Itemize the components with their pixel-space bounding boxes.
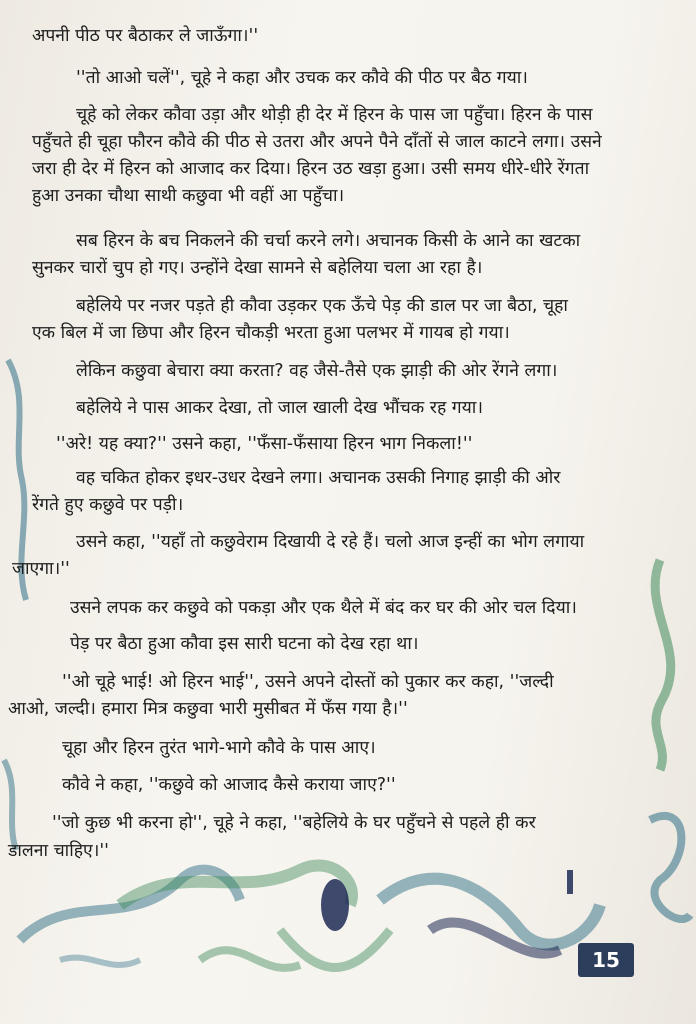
text-line: चूहे को लेकर कौवा उड़ा और थोड़ी ही देर में हिरन के पास जा पहुँचा। हिरन के पास — [76, 105, 593, 125]
text-line: रेंगते हुए कछुवे पर पड़ी। — [32, 495, 184, 515]
text-line: ''ओ चूहे भाई! ओ हिरन भाई'', उसने अपने दोस्तों को पुकार कर कहा, ''जल्दी — [62, 672, 554, 692]
text-line: पहुँचते ही चूहा फौरन कौवे की पीठ से उतरा और अपने पैने दाँतों से जाल काटने लगा। उसने — [32, 132, 602, 152]
text-line: चूहा और हिरन तुरंत भागे-भागे कौवे के पास आए। — [62, 738, 376, 758]
text-line: एक बिल में जा छिपा और हिरन चौकड़ी भरता हुआ पलभर में गायब हो गया। — [32, 323, 510, 343]
text-line: जरा ही देर में हिरन को आजाद कर दिया। हिरन उठ खड़ा हुआ। उसी समय धीरे-धीरे रेंगता — [32, 159, 590, 179]
text-line: लेकिन कछुवा बेचारा क्या करता? वह जैसे-तैसे एक झाड़ी की ओर रेंगने लगा। — [76, 361, 558, 381]
text-line: डालना चाहिए।'' — [8, 841, 109, 861]
text-line: बहेलिये ने पास आकर देखा, तो जाल खाली देख भौंचक रह गया। — [76, 398, 483, 418]
text-line: उसने लपक कर कछुवे को पकड़ा और एक थैले में बंद कर घर की ओर चल दिया। — [70, 598, 577, 618]
text-line: ''जो कुछ भी करना हो'', चूहे ने कहा, ''बहेलिये के घर पहुँचने से पहले ही कर — [52, 813, 536, 833]
text-line: उसने कहा, ''यहाँ तो कछुवेराम दिखायी दे रहे हैं। चलो आज इन्हीं का भोग लगाया — [76, 532, 585, 552]
text-line: बहेलिये पर नजर पड़ते ही कौवा उड़कर एक ऊँचे पेड़ की डाल पर जा बैठा, चूहा — [76, 296, 568, 316]
text-line: हुआ उनका चौथा साथी कछुवा भी वहीं आ पहुँचा। — [32, 186, 345, 206]
text-line: वह चकित होकर इधर-उधर देखने लगा। अचानक उसकी निगाह झाड़ी की ओर — [76, 468, 561, 488]
text-line: जाएगा।'' — [12, 559, 70, 579]
text-line: ''तो आओ चलें'', चूहे ने कहा और उचक कर कौवे की पीठ पर बैठ गया। — [76, 68, 528, 88]
text-line: पेड़ पर बैठा हुआ कौवा इस सारी घटना को देख रहा था। — [70, 634, 419, 654]
text-line: सुनकर चारों चुप हो गए। उन्होंने देखा सामने से बहेलिया चला आ रहा है। — [32, 258, 483, 278]
text-line: कौवे ने कहा, ''कछुवे को आजाद कैसे कराया जाए?'' — [62, 775, 396, 795]
text-line: सब हिरन के बच निकलने की चर्चा करने लगे। अचानक किसी के आने का खटका — [76, 231, 581, 251]
text-line: अपनी पीठ पर बैठाकर ले जाऊँगा।'' — [32, 26, 259, 46]
text-line: ''अरे! यह क्या?'' उसने कहा, ''फँसा-फँसाया हिरन भाग निकला!'' — [56, 434, 473, 454]
page-number: 15 — [578, 943, 634, 977]
text-line: आओ, जल्दी। हमारा मित्र कछुवा भारी मुसीबत में फँस गया है।'' — [8, 699, 408, 719]
